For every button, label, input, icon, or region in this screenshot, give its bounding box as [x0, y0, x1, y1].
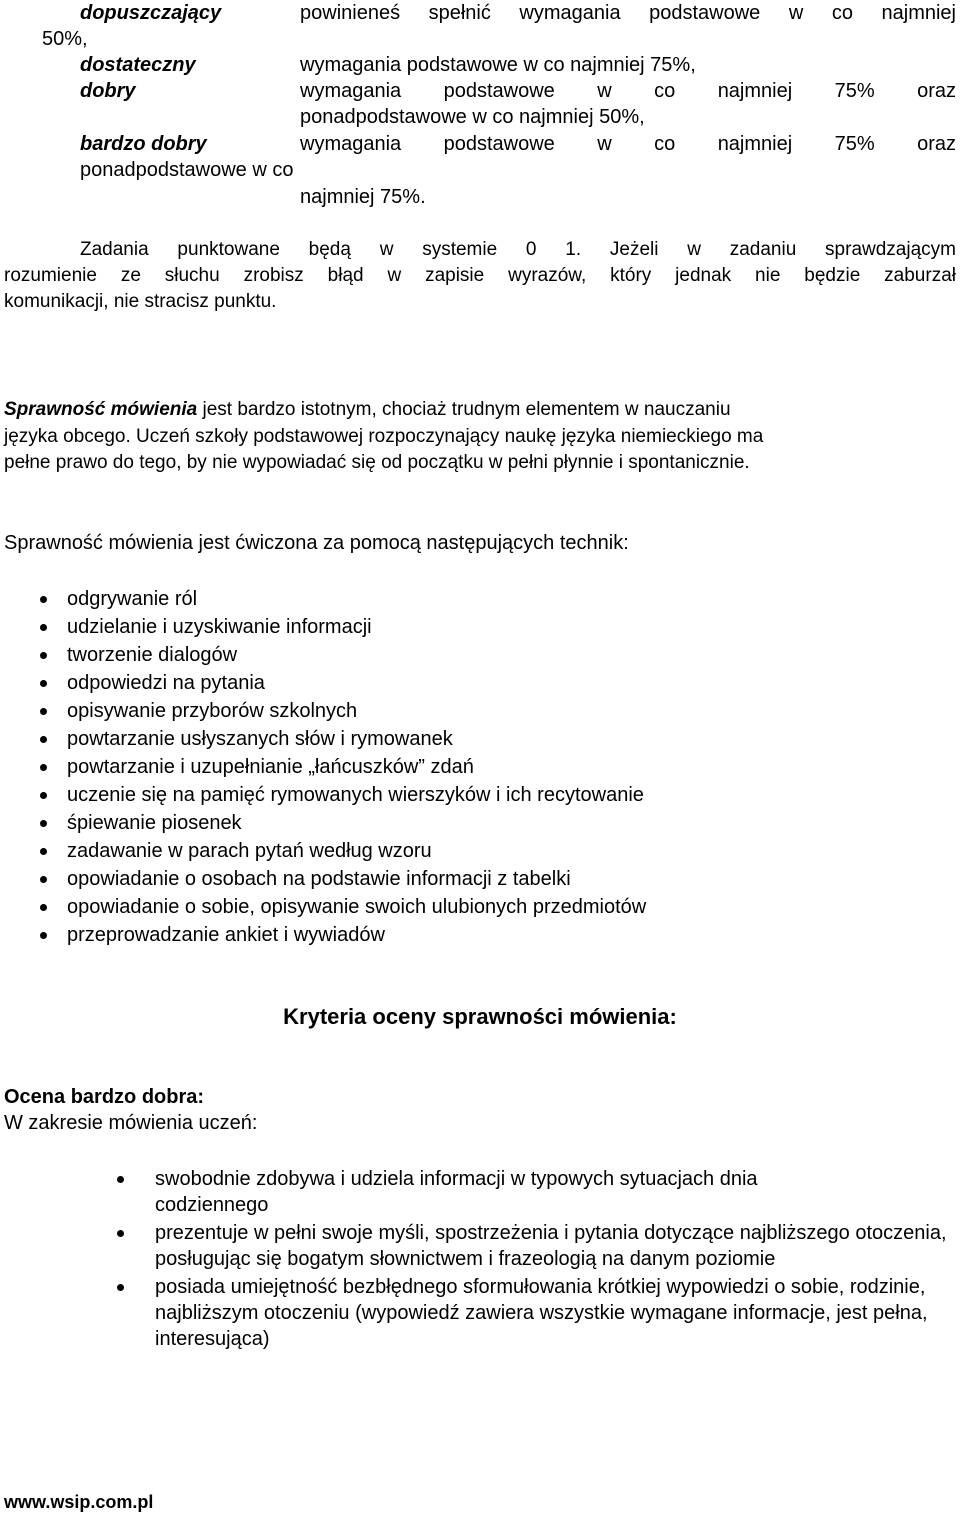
list-item: przeprowadzanie ankiet i wywiadów	[0, 921, 960, 949]
bullet-icon	[40, 652, 47, 659]
list-item: tworzenie dialogów	[0, 641, 960, 669]
list-item: opowiadanie o sobie, opisywanie swoich ulubionych przedmiotów	[0, 893, 960, 921]
bullet-icon	[117, 1176, 124, 1183]
bullet-icon	[40, 904, 47, 911]
speaking-intro-line-1	[4, 397, 731, 423]
bullet-icon	[40, 932, 47, 939]
techniques-list	[0, 585, 960, 949]
grade-desc-dopuszczajacy: powinieneś spełnić wymagania podstawowe w co najmniej	[300, 2, 956, 24]
bullet-icon	[40, 736, 47, 743]
speaking-intro-line-2: języka obcego. Uczeń szkoły podstawowej rozpoczynający naukę języka niemieckiego ma	[4, 426, 764, 447]
list-item: śpiewanie piosenek	[0, 809, 960, 837]
grade-name-dostateczny: dostateczny	[80, 54, 196, 76]
grade-desc-dobry: wymagania podstawowe w co najmniej 75% oraz	[300, 80, 956, 102]
list-item: opowiadanie o osobach na podstawie informacji z tabelki	[0, 865, 960, 893]
list-item: udzielanie i uzyskiwanie informacji	[0, 613, 960, 641]
list-item: zadawanie w parach pytań według wzoru	[0, 837, 960, 865]
list-item: prezentuje w pełni swoje myśli, spostrzeżenia i pytania dotyczące najbliższego otoczenia, posługując się bogatym słownictwem i frazeologią na danym poziomie	[0, 1220, 955, 1272]
scoring-line-3: komunikacji, nie stracisz punktu.	[4, 291, 277, 312]
scoring-line-1: Zadania punktowane będą w systemie 0 1. Jeżeli w zadaniu sprawdzającym	[80, 239, 956, 260]
list-item: powtarzanie usłyszanych słów i rymowanek	[0, 725, 960, 753]
list-item: posiada umiejętność bezbłędnego sformułowania krótkiej wypowiedzi o sobie, rodzinie, najbliższym otoczeniu (wypowiedź zawiera wszystkie wymagane informacje, jest pełna, interesująca)	[0, 1274, 955, 1352]
grade-desc-dopuszczajacy-cont: 50%,	[42, 28, 88, 50]
techniques-intro: Sprawność mówienia jest ćwiczona za pomocą następujących technik:	[4, 532, 629, 554]
grade-name-bardzo-dobry: bardzo dobry	[80, 133, 207, 155]
scoring-line-2: rozumienie ze słuchu zrobisz błąd w zapisie wyrazów, który jednak nie będzie zaburzał	[4, 265, 956, 286]
bullet-icon	[40, 848, 47, 855]
criteria-heading: Kryteria oceny sprawności mówienia:	[283, 1004, 677, 1029]
list-item: powtarzanie i uzupełnianie „łańcuszków” zdań	[0, 753, 960, 781]
speaking-intro-line-3: pełne prawo do tego, by nie wypowiadać się od początku w pełni płynnie i spontanicznie.	[4, 452, 750, 473]
grade-desc-dobry-cont: ponadpodstawowe w co najmniej 50%,	[300, 106, 645, 128]
list-item: odpowiedzi na pytania	[0, 669, 960, 697]
grade-label: Ocena bardzo dobra:	[4, 1086, 205, 1108]
speaking-title: Sprawność mówienia	[4, 399, 198, 420]
bullet-icon	[40, 820, 47, 827]
criteria-list	[0, 1166, 960, 1354]
bullet-icon	[40, 680, 47, 687]
grade-desc-bardzo-dobry-cont: najmniej 75%.	[300, 186, 426, 208]
bullet-icon	[40, 624, 47, 631]
list-item: uczenie się na pamięć rymowanych wierszyków i ich recytowanie	[0, 781, 960, 809]
grade-desc-bardzo-dobry-cont-left: ponadpodstawowe w co	[80, 159, 294, 181]
list-item: opisywanie przyborów szkolnych	[0, 697, 960, 725]
bullet-icon	[40, 764, 47, 771]
bullet-icon	[40, 876, 47, 883]
grade-desc-dostateczny: wymagania podstawowe w co najmniej 75%,	[300, 54, 696, 76]
list-item: swobodnie zdobywa i udziela informacji w typowych sytuacjach dnia codziennego	[0, 1166, 875, 1218]
grade-desc-bardzo-dobry: wymagania podstawowe w co najmniej 75% oraz	[300, 133, 956, 155]
grade-name-dopuszczajacy: dopuszczający	[80, 2, 222, 24]
bullet-icon	[40, 792, 47, 799]
bullet-icon	[117, 1284, 124, 1291]
bullet-icon	[40, 596, 47, 603]
grade-name-dobry: dobry	[80, 80, 136, 102]
bullet-icon	[40, 708, 47, 715]
bullet-icon	[117, 1230, 124, 1237]
criteria-scope: W zakresie mówienia uczeń:	[4, 1112, 258, 1134]
footer-url[interactable]: www.wsip.com.pl	[4, 1492, 154, 1512]
speaking-intro-line-1-rest: jest bardzo istotnym, chociaż trudnym elementem w nauczaniu	[202, 399, 731, 420]
list-item: odgrywanie ról	[0, 585, 960, 613]
